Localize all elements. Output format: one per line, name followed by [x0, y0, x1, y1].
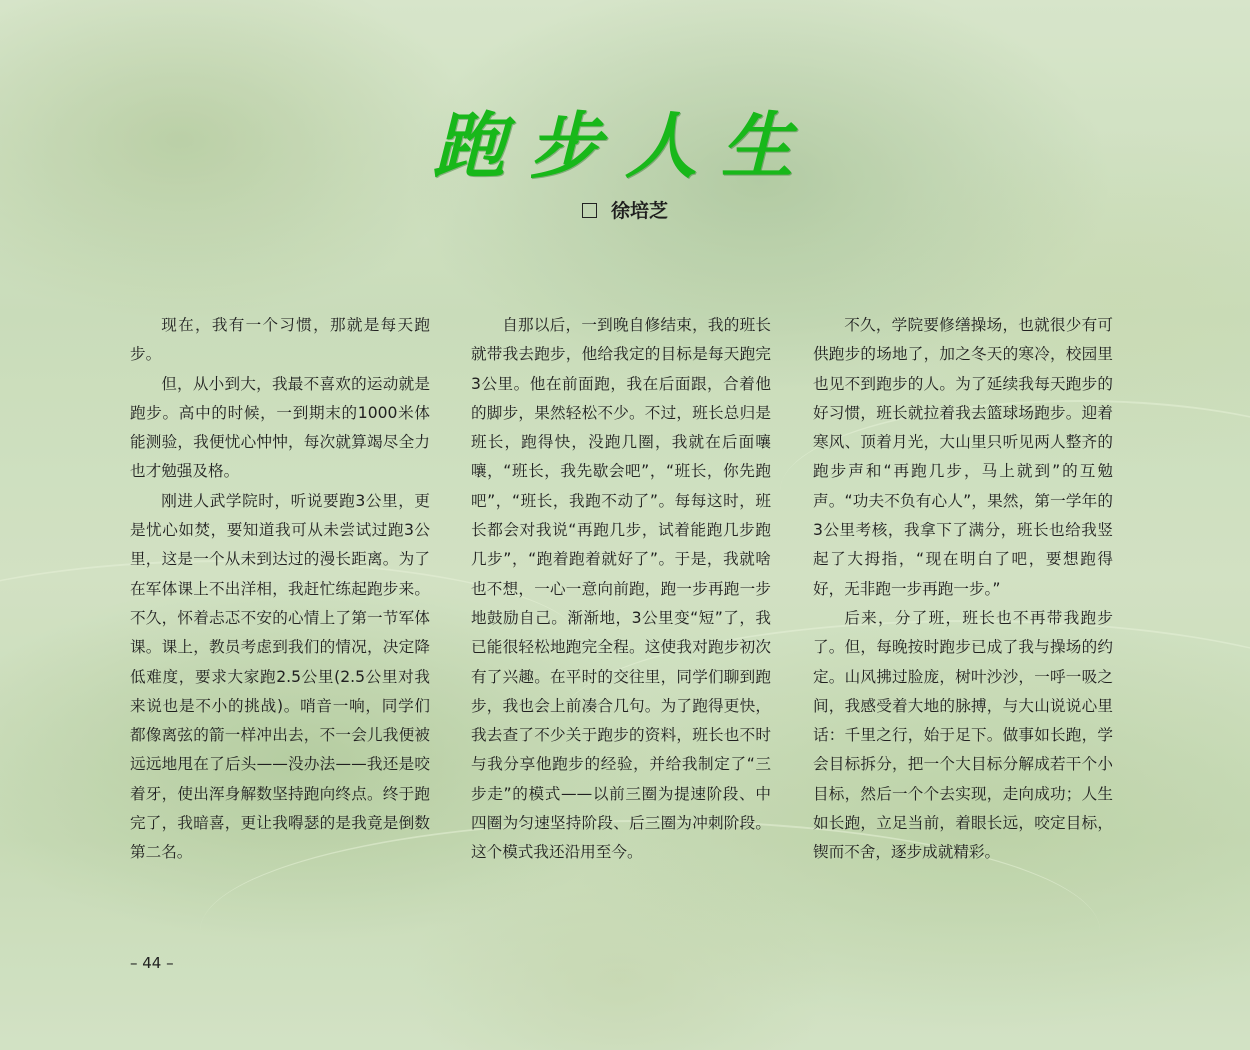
text-column-3 — [813, 311, 1113, 868]
author-byline — [0, 196, 1250, 223]
paragraph: 不久，学院要修缮操场，也就很少有可供跑步的场地了，加之冬天的寒冷，校园里也见不到跑步的人。为了延续我每天跑步的好习惯，班长就拉着我去篮球场跑步。迎着寒风、顶着月光，大山里只听见两人整齐的跑步声和“再跑几步，马上就到”的互勉声。“功夫不负有心人”，果然，第一学年的3公里考核，我拿下了满分，班长也给我竖起了大拇指，“现在明白了吧，要想跑得好，无非跑一步再跑一步。” — [813, 316, 1113, 598]
paragraph: 现在，我有一个习惯，那就是每天跑步。 — [130, 316, 430, 364]
page-number: – 44 – — [130, 954, 174, 972]
article-title: 跑步人生 — [432, 103, 817, 188]
text-column-1 — [130, 311, 430, 868]
paragraph: 后来，分了班，班长也不再带我跑步了。但，每晚按时跑步已成了我与操场的约定。山风拂过脸庞，树叶沙沙，一呼一吸之间，我感受着大地的脉搏，与大山说说心里话：千里之行，始于足下。做事如长跑，学会目标拆分，把一个大目标分解成若干个小目标，然后一个个去实现，走向成功；人生如长跑，立足当前，着眼长远，咬定目标，锲而不舍，逐步成就精彩。 — [813, 608, 1113, 862]
paragraph: 但，从小到大，我最不喜欢的运动就是跑步。高中的时候，一到期末的1000米体能测验，我便忧心忡忡，每次就算竭尽全力也才勉强及格。 — [130, 374, 430, 481]
paragraph: 刚进人武学院时，听说要跑3公里，更是忧心如焚，要知道我可从未尝试过跑3公里，这是一个从未到达过的漫长距离。为了在军体课上不出洋相，我赶忙练起跑步来。不久，怀着忐忑不安的心情上了第一节军体课。课上，教员考虑到我们的情况，决定降低难度，要求大家跑2.5公里(2.5公里对我来说也是不小的挑战)。哨音一响，同学们都像离弦的箭一样冲出去，不一会儿我便被远远地甩在了后头——没办法——我还是咬着牙，使出浑身解数坚持跑向终点。终于跑完了，我暗喜，更让我嘚瑟的是我竟是倒数第二名。 — [130, 491, 430, 862]
text-column-2 — [471, 311, 771, 868]
byline-box-icon — [582, 203, 597, 218]
author-name: 徐培芝 — [610, 200, 668, 222]
paragraph: 自那以后，一到晚自修结束，我的班长就带我去跑步，他给我定的目标是每天跑完3公里。他在前面跑，我在后面跟，合着他的脚步，果然轻松不少。不过，班长总归是班长，跑得快，没跑几圈，我就在后面嚷嚷，“班长，我先歇会吧”，“班长，你先跑吧”，“班长，我跑不动了”。每每这时，班长都会对我说“再跑几步，试着能跑几步跑几步”，“跑着跑着就好了”。于是，我就啥也不想，一心一意向前跑，跑一步再跑一步地鼓励自己。渐渐地，3公里变“短”了，我已能很轻松地跑完全程。这使我对跑步初次有了兴趣。在平时的交往里，同学们聊到跑步，我也会上前凑合几句。为了跑得更快，我去查了不少关于跑步的资料，班长也不时与我分享他跑步的经验，并给我制定了“三步走”的模式——以前三圈为提速阶段、中四圈为匀速坚持阶段、后三圈为冲刺阶段。这个模式我还沿用至今。 — [471, 316, 771, 862]
